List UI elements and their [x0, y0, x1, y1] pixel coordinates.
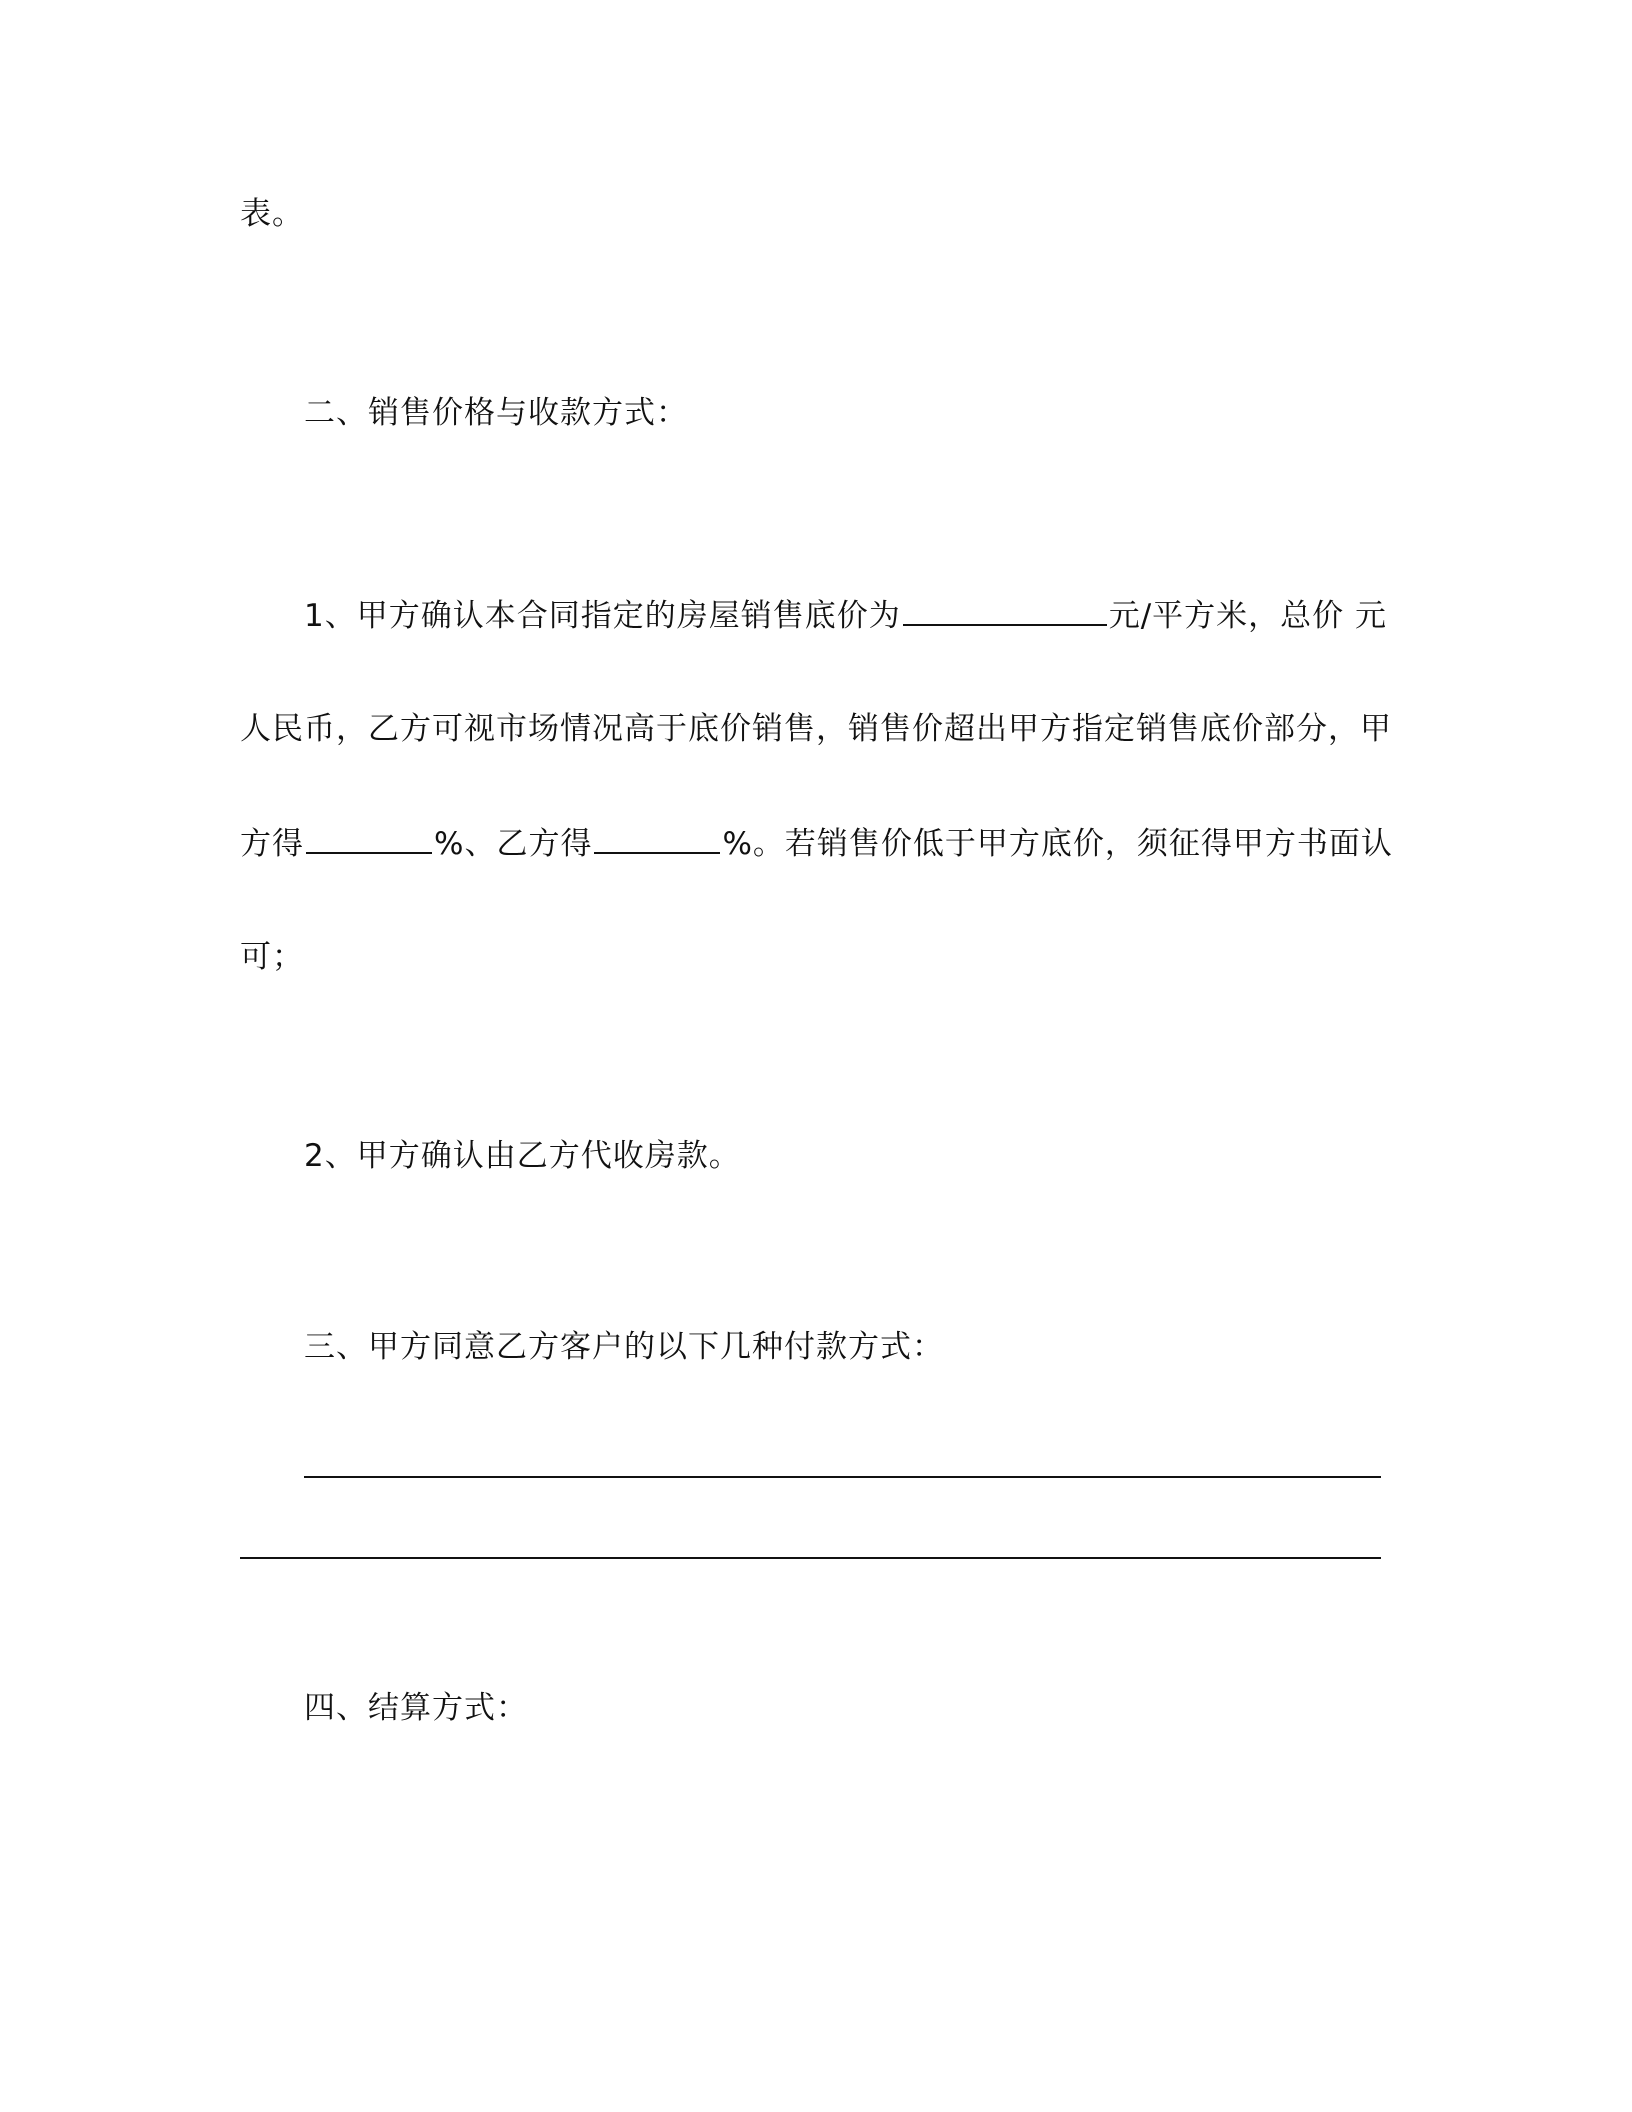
item-1-text-a: 1、甲方确认本合同指定的房屋销售底价为 [304, 598, 901, 634]
section-2-item-1-line-3 [240, 822, 1393, 865]
party-b-share-blank[interactable] [594, 822, 720, 854]
intro-fragment: 表。 [240, 196, 304, 232]
base-price-blank[interactable] [903, 594, 1107, 626]
payment-method-blank-line-2[interactable] [240, 1557, 1381, 1559]
section-2-item-1-line-2: 人民币，乙方可视市场情况高于底价销售，销售价超出甲方指定销售底价部分，甲 [240, 711, 1392, 747]
section-3-heading: 三、甲方同意乙方客户的以下几种付款方式： [304, 1329, 944, 1365]
party-a-share-blank[interactable] [306, 822, 432, 854]
section-2-item-2: 2、甲方确认由乙方代收房款。 [304, 1138, 741, 1174]
section-2-item-1-line-4: 可； [240, 939, 304, 975]
item-1-text-e: %。若销售价低于甲方底价，须征得甲方书面认 [722, 826, 1393, 862]
section-4-heading: 四、结算方式： [304, 1690, 528, 1726]
payment-method-blank-line-1[interactable] [304, 1476, 1381, 1478]
section-2-heading: 二、销售价格与收款方式： [304, 395, 688, 431]
section-2-item-1-line-1 [304, 594, 1387, 637]
item-1-text-d: %、乙方得 [434, 826, 593, 862]
item-1-text-c: 方得 [240, 826, 304, 862]
item-1-text-b: 元/平方米，总价 元 [1108, 598, 1388, 634]
